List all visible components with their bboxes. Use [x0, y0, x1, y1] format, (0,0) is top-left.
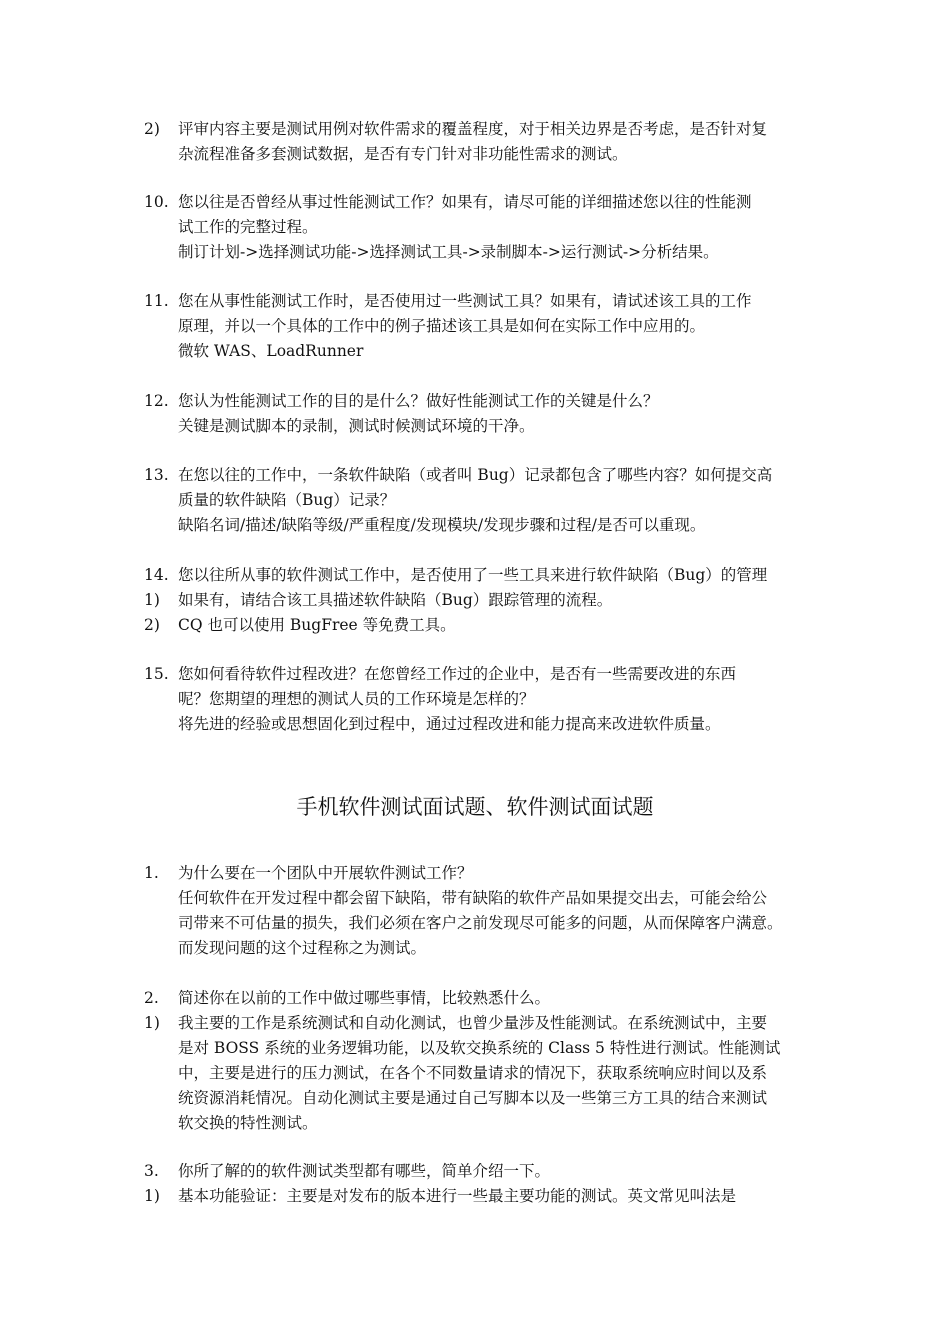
text-line: 基本功能验证：主要是对发布的版本进行一些最主要功能的测试。英文常见叫法是 [178, 1187, 737, 1205]
text-line: 统资源消耗情况。自动化测试主要是通过自己写脚本以及一些第三方工具的结合来测试 [178, 1089, 768, 1107]
text-line: 软交换的特性测试。 [178, 1114, 318, 1132]
text-line: 是对 BOSS 系统的业务逻辑功能，以及软交换系统的 Class 5 特性进行测试。性能测试 [178, 1039, 781, 1057]
text-line: CQ 也可以使用 BugFree 等免费工具。 [178, 616, 456, 634]
text-line: 您如何看待软件过程改进？在您曾经工作过的企业中，是否有一些需要改进的东西 [178, 665, 737, 683]
list-marker: 3. [144, 1162, 159, 1180]
text-line: 简述你在以前的工作中做过哪些事情，比较熟悉什么。 [178, 989, 551, 1007]
text-line: 将先进的经验或思想固化到过程中，通过过程改进和能力提高来改进软件质量。 [178, 715, 721, 733]
text-line: 您以往是否曾经从事过性能测试工作？如果有，请尽可能的详细描述您以往的性能测 [178, 193, 752, 211]
list-marker: 13. [144, 466, 169, 484]
list-marker: 11. [144, 292, 169, 310]
list-marker: 12. [144, 392, 169, 410]
text-line: 质量的软件缺陷（Bug）记录？ [178, 491, 396, 509]
text-line: 微软 WAS、LoadRunner [178, 342, 364, 360]
section-title: 手机软件测试面试题、软件测试面试题 [296, 795, 654, 819]
text-line: 如果有，请结合该工具描述软件缺陷（Bug）跟踪管理的流程。 [178, 591, 613, 609]
list-marker: 1. [144, 864, 159, 882]
list-marker: 2) [144, 616, 160, 634]
text-line: 为什么要在一个团队中开展软件测试工作？ [178, 864, 473, 882]
text-line: 原理，并以一个具体的工作中的例子描述该工具是如何在实际工作中应用的。 [178, 317, 706, 335]
text-line: 在您以往的工作中，一条软件缺陷（或者叫 Bug）记录都包含了哪些内容？如何提交高 [178, 466, 773, 484]
text-line: 呢？您期望的理想的测试人员的工作环境是怎样的？ [178, 690, 535, 708]
text-line: 评审内容主要是测试用例对软件需求的覆盖程度，对于相关边界是否考虑，是否针对复 [178, 120, 768, 138]
list-marker: 15. [144, 665, 169, 683]
text-line: 您在从事性能测试工作时，是否使用过一些测试工具？如果有，请试述该工具的工作 [178, 292, 752, 310]
text-line: 你所了解的的软件测试类型都有哪些，简单介绍一下。 [178, 1162, 551, 1180]
text-line: 制订计划->选择测试功能->选择测试工具->录制脚本->运行测试->分析结果。 [178, 243, 719, 261]
text-line: 缺陷名词/描述/缺陷等级/严重程度/发现模块/发现步骤和过程/是否可以重现。 [178, 516, 706, 534]
text-line: 杂流程准备多套测试数据，是否有专门针对非功能性需求的测试。 [178, 145, 628, 163]
text-line: 试工作的完整过程。 [178, 218, 318, 236]
list-marker: 1) [144, 1187, 160, 1205]
text-line: 司带来不可估量的损失，我们必须在客户之前发现尽可能多的问题，从而保障客户满意。 [178, 914, 783, 932]
list-marker: 2. [144, 989, 159, 1007]
text-line: 关键是测试脚本的录制，测试时候测试环境的干净。 [178, 417, 535, 435]
text-line: 而发现问题的这个过程称之为测试。 [178, 939, 427, 957]
text-line: 我主要的工作是系统测试和自动化测试，也曾少量涉及性能测试。在系统测试中，主要 [178, 1014, 768, 1032]
text-line: 中，主要是进行的压力测试，在各个不同数量请求的情况下，获取系统响应时间以及系 [178, 1064, 768, 1082]
list-marker: 2) [144, 120, 160, 138]
text-line: 任何软件在开发过程中都会留下缺陷，带有缺陷的软件产品如果提交出去，可能会给公 [178, 889, 768, 907]
list-marker: 14. [144, 566, 169, 584]
list-marker: 1) [144, 1014, 160, 1032]
text-line: 您以往所从事的软件测试工作中，是否使用了一些工具来进行软件缺陷（Bug）的管理 [178, 566, 768, 584]
list-marker: 1) [144, 591, 160, 609]
list-marker: 10. [144, 193, 169, 211]
text-line: 您认为性能测试工作的目的是什么？做好性能测试工作的关键是什么？ [178, 392, 659, 410]
